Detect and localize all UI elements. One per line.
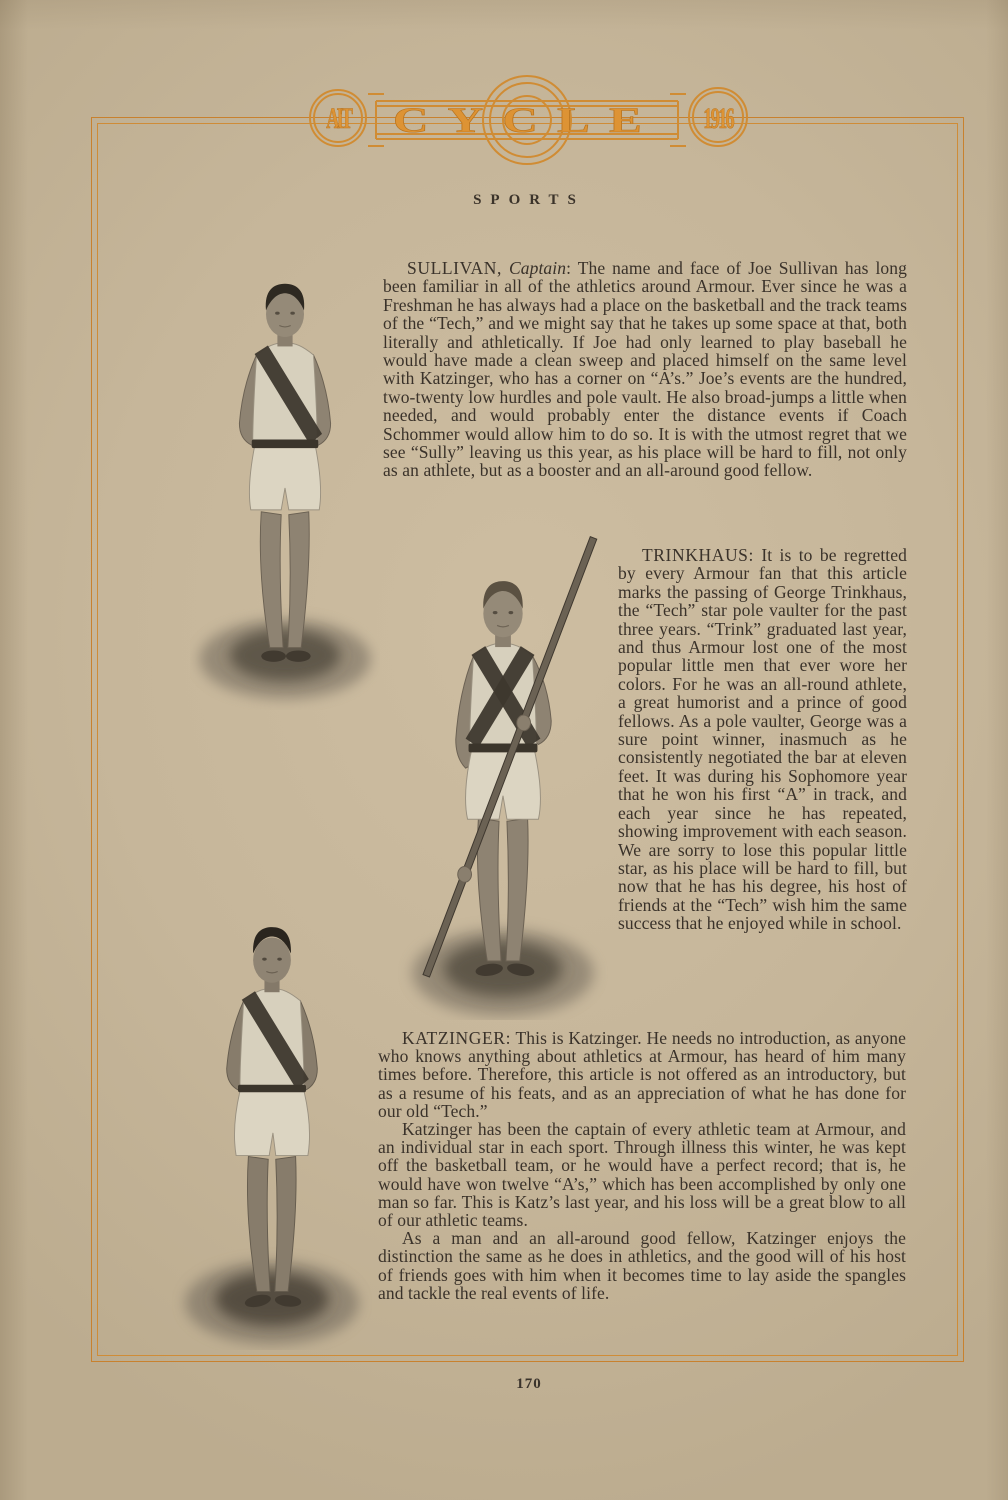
katzinger-photo	[172, 878, 372, 1350]
trinkhaus-article	[618, 546, 907, 933]
sullivan-captain-label: Captain	[508, 258, 567, 278]
sullivan-body: The name and face of Joe Sullivan has long been familiar in all of the athletics around Armour. Ever since he was a Freshman he has always had a place on the basketball and the track teams of the “Tech,” and we might say that he takes up some space at that, both literally and athletically. If Joe had only learned to play baseball he would have made a clean sweep and placed himself on the same level with Katzinger, who has a corner on “A’s.” Joe’s events are the hundred, two-twenty low hurdles and pole vault. He also broad-jumps a little when needed, and would probably enter the distance events if Coach Schommer would allow him to do so. It is with the utmost regret that we see “Sully” leaving us this year, as his place will be hard to fill, not only as an athlete, but as a booster and an all-around good fellow.	[383, 258, 907, 481]
section-heading: SPORTS	[473, 192, 585, 208]
katzinger-name: KATZINGER:	[402, 1028, 512, 1048]
trinkhaus-paragraph	[618, 546, 907, 933]
katzinger-body-1: This is Katzinger. He needs no introduction, as anyone who knows anything about athletics at Armour, has heard of him many times before. Therefore, this article is not offered as an introductory, but as a resume of his feats, and as an appreciation of what he has done for our old “Tech.”	[378, 1028, 906, 1121]
trinkhaus-name: TRINKHAUS:	[642, 545, 754, 565]
page-number: 170	[516, 1376, 542, 1392]
sullivan-article	[383, 259, 907, 480]
katzinger-paragraph-1	[378, 1029, 906, 1120]
katzinger-paragraph-2: Katzinger has been the captain of every athletic team at Armour, and an individual star in each sport. Through illness this winter, he was kept off the basketball team, or he would have a perfect record; that is, he would have won twelve “A’s,” which has been accomplished by only one man so far. This is Katz’s last year, and his loss will be a great blow to all of our athletic teams.	[378, 1119, 906, 1231]
sullivan-paragraph: SULLIVAN, Captain: The name and face of Joe Sullivan has long been familiar in all of the athletics around Armour. Ever since he was a Freshman he has always had a place on the basketball and the track teams of the “Tech,” and we might say that he takes up some space at that, both literally and athletically. If Joe had only learned to play baseball he would have made a clean sweep and placed himself on the same level with Katzinger, who has a corner on “A’s.” Joe’s events are the hundred, two-twenty low hurdles and pole vault. He also broad-jumps a little when needed, and would probably enter the distance events if Coach Schommer would allow him to do so. It is with the utmost regret that we see “Sully” leaving us this year, as his place will be hard to fill, not only as an athlete, but as a booster and an all-around good fellow.	[383, 258, 907, 481]
trinkhaus-photo	[393, 528, 613, 1020]
logo-year: 1916	[703, 102, 733, 136]
trinkhaus-body: It is to be regretted by every Armour fan that this article marks the passing of George Trinkhaus, the “Tech” star pole vaulter for the past three years. “Trink” graduated last year, and thus Armour lost one of the most popular little men that ever wore her colors. For he was an all-round athlete, a great humorist and a prince of good fellows. As a pole vaulter, George was a sure point winner, inasmuch as he consistently negotiated the bar at eleven feet. It was during his Sophomore year that he won his first “A” in track, and each year since he has repeated, showing improvement with each season. We are sorry to lose this popular little star, as his place will be hard to fill, but now that he has his degree, his host of friends at the “Tech” wish him the same success that he enjoyed while in school.	[618, 545, 907, 934]
logo-title: CYCLE	[393, 100, 661, 140]
cycle-header-ornament	[91, 58, 967, 178]
katzinger-paragraph-3: As a man and an all-around good fellow, Katzinger enjoys the distinction the same as he does in athletics, and the good will of his host of friends goes with him when it becomes time to lay aside the spangles and tackle the real events of life.	[378, 1228, 906, 1303]
logo-monogram: AIT	[326, 102, 350, 136]
katzinger-article	[378, 1029, 906, 1302]
sullivan-photo	[190, 228, 380, 710]
sullivan-name: SULLIVAN,	[407, 258, 503, 278]
